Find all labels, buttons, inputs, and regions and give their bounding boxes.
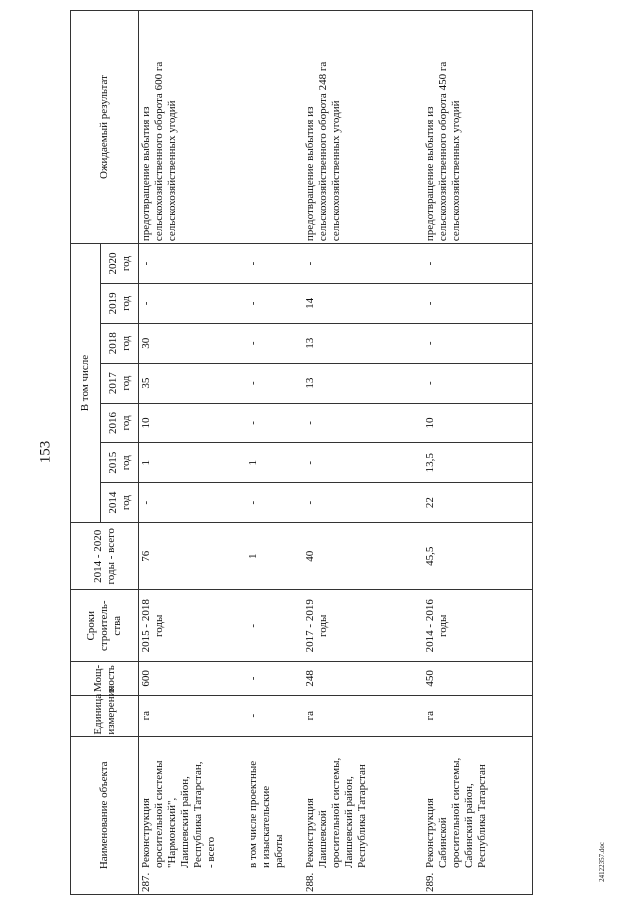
table-row	[303, 11, 423, 895]
row-year-value: -	[246, 403, 303, 443]
header-year: 2020 год	[101, 244, 139, 284]
row-capacity: 450	[423, 662, 533, 696]
row-year-value: -	[246, 363, 303, 403]
header-result: Ожидаемый результат	[71, 11, 139, 244]
row-terms: 2015 - 2018 годы	[139, 590, 246, 662]
row-year-value: -	[246, 283, 303, 323]
header-year: 2019 год	[101, 283, 139, 323]
row-year-value: -	[303, 403, 423, 443]
row-result: предотвращение выбытия из сельскохозяйственного оборота 450 га сельскохозяйственных угодий	[423, 11, 533, 244]
row-year-value: -	[246, 244, 303, 284]
row-unit: га	[139, 695, 246, 736]
row-year-value: -	[139, 283, 246, 323]
row-unit: -	[246, 695, 303, 736]
row-year-value: -	[303, 483, 423, 523]
row-year-value: 13	[303, 363, 423, 403]
row-name: в том числе проектные и изыскательские работы	[246, 760, 285, 868]
footer-filename: 24122357.doc	[598, 842, 606, 882]
rotated-table-container	[70, 10, 575, 895]
row-name: Реконструкция Сабинской оросительной системы, Сабинский район, Республика Татарстан	[423, 757, 488, 868]
row-year-value: 30	[139, 323, 246, 363]
header-capacity: Мощ-ность	[71, 662, 139, 696]
row-year-value: 13	[303, 323, 423, 363]
row-number: 289.	[423, 872, 436, 892]
row-terms: -	[246, 590, 303, 662]
row-total: 40	[303, 523, 423, 590]
row-total: 76	[139, 523, 246, 590]
row-terms: 2017 - 2019 годы	[303, 590, 423, 662]
row-year-value: -	[139, 483, 246, 523]
header-unit: Единица измерения	[71, 695, 139, 736]
row-name: Реконструкция оросительной системы "Нармонский", Лаишевский район, Республика Татарстан, - всего	[140, 760, 217, 868]
header-total: 2014 - 2020 годы - всего	[71, 523, 139, 590]
table-row	[246, 11, 303, 895]
row-year-value: -	[246, 483, 303, 523]
row-year-value: -	[246, 323, 303, 363]
row-name-cell	[423, 736, 533, 894]
row-number: 287.	[140, 872, 152, 892]
header-year: 2018 год	[101, 323, 139, 363]
row-name-cell	[139, 736, 246, 894]
row-capacity: -	[246, 662, 303, 696]
header-year: 2016 год	[101, 403, 139, 443]
row-unit: га	[303, 695, 423, 736]
row-total: 45,5	[423, 523, 533, 590]
construction-table	[70, 10, 533, 895]
row-result: предотвращение выбытия из сельскохозяйственного оборота 600 га сельскохозяйственных угодий	[139, 11, 246, 244]
row-total: 1	[246, 523, 303, 590]
row-unit: га	[423, 695, 533, 736]
row-year-value: 10	[139, 403, 246, 443]
row-year-value: -	[423, 363, 533, 403]
header-year: 2017 год	[101, 363, 139, 403]
row-year-value: 1	[246, 443, 303, 483]
row-year-value: 1	[139, 443, 246, 483]
row-year-value: -	[423, 323, 533, 363]
header-including: В том числе	[71, 244, 101, 523]
table-row	[423, 11, 533, 895]
header-year: 2015 год	[101, 443, 139, 483]
row-year-value: -	[139, 244, 246, 284]
row-name: Реконструкция Лаишевской оросительной системы, Лаишевский район, Республика Татарстан	[303, 757, 368, 868]
row-capacity: 600	[139, 662, 246, 696]
row-result	[246, 11, 303, 244]
row-name-cell	[246, 736, 303, 894]
row-year-value: 35	[139, 363, 246, 403]
row-year-value: 13,5	[423, 443, 533, 483]
row-number: 288.	[303, 872, 316, 892]
row-year-value: 22	[423, 483, 533, 523]
row-capacity: 248	[303, 662, 423, 696]
row-result: предотвращение выбытия из сельскохозяйственного оборота 248 га сельскохозяйственных угодий	[303, 11, 423, 244]
row-year-value: 14	[303, 283, 423, 323]
header-terms: Сроки строитель-ства	[71, 590, 139, 662]
row-year-value: 10	[423, 403, 533, 443]
header-name: Наименование объекта	[71, 736, 139, 894]
row-name-cell	[303, 736, 423, 894]
row-year-value: -	[423, 244, 533, 284]
row-year-value: -	[303, 443, 423, 483]
page-number: 153	[37, 440, 54, 464]
row-year-value: -	[303, 244, 423, 284]
header-year: 2014 год	[101, 483, 139, 523]
row-year-value: -	[423, 283, 533, 323]
table-row	[139, 11, 246, 895]
row-terms: 2014 - 2016 годы	[423, 590, 533, 662]
